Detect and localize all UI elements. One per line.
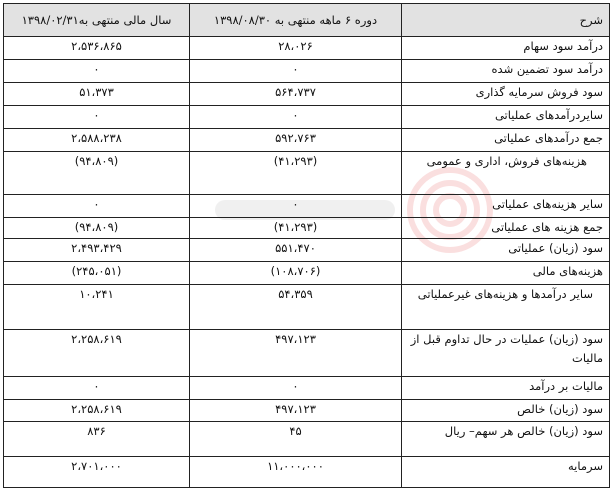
income-statement-table <box>3 3 610 488</box>
row-fiscal-value: ۰ <box>4 377 190 400</box>
row-period-value: ۵۵۱،۴۷۰ <box>190 239 402 262</box>
row-description: سود (زیان) خالص <box>402 400 610 422</box>
row-fiscal-value: ۰ <box>4 60 190 83</box>
row-period-value: (۱۰۸،۷۰۶) <box>190 262 402 285</box>
row-period-value: ۴۹۷،۱۲۳ <box>190 400 402 422</box>
table-row <box>4 83 610 106</box>
row-period-value: ۵۹۲،۷۶۳ <box>190 129 402 152</box>
row-period-value: ۴۹۷،۱۲۳ <box>190 330 402 377</box>
row-fiscal-value: ۲،۴۹۳،۴۲۹ <box>4 239 190 262</box>
table-row <box>4 37 610 60</box>
row-description: سود (زیان) عملیاتی <box>402 239 610 262</box>
table-row <box>4 457 610 488</box>
table-row <box>4 60 610 83</box>
row-period-value: (۴۱،۲۹۳) <box>190 152 402 195</box>
row-description: سود فروش سرمایه گذاری <box>402 83 610 106</box>
header-period: دوره ۶ ماهه منتهی به ۱۳۹۸/۰۸/۳۰ <box>190 4 402 37</box>
row-fiscal-value: (۹۴،۸۰۹) <box>4 218 190 239</box>
header-description: شرح <box>402 4 610 37</box>
row-fiscal-value: ۵۱،۳۷۳ <box>4 83 190 106</box>
row-description: سایر هزینه‌های عملیاتی <box>402 195 610 218</box>
row-period-value: ۴۵ <box>190 422 402 457</box>
row-description: درآمد سود تضمین شده <box>402 60 610 83</box>
row-description: هزینه‌های مالی <box>402 262 610 285</box>
table-row <box>4 218 610 239</box>
table-row <box>4 422 610 457</box>
row-period-value: ۱۱،۰۰۰،۰۰۰ <box>190 457 402 488</box>
row-period-value: ۲۸،۰۲۶ <box>190 37 402 60</box>
table-row <box>4 377 610 400</box>
table-row <box>4 195 610 218</box>
row-period-value: ۰ <box>190 195 402 218</box>
row-period-value: ۰ <box>190 60 402 83</box>
row-period-value: ۰ <box>190 106 402 129</box>
header-row <box>4 4 610 37</box>
table-row <box>4 262 610 285</box>
row-description: سرمایه <box>402 457 610 488</box>
row-fiscal-value: ۰ <box>4 195 190 218</box>
row-description: سایر درآمدها و هزینه‌های غیرعملیاتی <box>402 285 610 330</box>
row-description: سود (زیان) عملیات در حال تداوم قبل از مالیات <box>402 330 610 377</box>
row-description: جمع درآمدهای عملیاتی <box>402 129 610 152</box>
row-fiscal-value: ۰ <box>4 106 190 129</box>
row-fiscal-value: (۲۴۵،۰۵۱) <box>4 262 190 285</box>
table-row <box>4 152 610 195</box>
row-description: هزینه‌های فروش، اداری و عمومی <box>402 152 610 195</box>
row-description: سایردرآمدهای عملیاتی <box>402 106 610 129</box>
table-row <box>4 400 610 422</box>
row-description: درآمد سود سهام <box>402 37 610 60</box>
table-row <box>4 239 610 262</box>
row-fiscal-value: ۸۳۶ <box>4 422 190 457</box>
table-row <box>4 106 610 129</box>
row-period-value: ۵۶۴،۷۳۷ <box>190 83 402 106</box>
row-period-value: (۴۱،۲۹۳) <box>190 218 402 239</box>
table-row <box>4 285 610 330</box>
row-fiscal-value: ۲،۲۵۸،۶۱۹ <box>4 330 190 377</box>
row-period-value: ۵۴،۳۵۹ <box>190 285 402 330</box>
row-period-value: ۰ <box>190 377 402 400</box>
row-description: جمع هزینه های عملیاتی <box>402 218 610 239</box>
row-fiscal-value: ۲،۷۰۱،۰۰۰ <box>4 457 190 488</box>
header-fiscal-year: سال مالی منتهی به۱۳۹۸/۰۲/۳۱ <box>4 4 190 37</box>
row-description: سود (زیان) خالص هر سهم– ریال <box>402 422 610 457</box>
row-description: مالیات بر درآمد <box>402 377 610 400</box>
row-fiscal-value: ۲،۲۵۸،۶۱۹ <box>4 400 190 422</box>
table-row <box>4 129 610 152</box>
table-row <box>4 330 610 377</box>
row-fiscal-value: ۲،۵۸۸،۲۳۸ <box>4 129 190 152</box>
row-fiscal-value: ۲،۵۳۶،۸۶۵ <box>4 37 190 60</box>
row-fiscal-value: ۱۰،۲۴۱ <box>4 285 190 330</box>
row-fiscal-value: (۹۴،۸۰۹) <box>4 152 190 195</box>
